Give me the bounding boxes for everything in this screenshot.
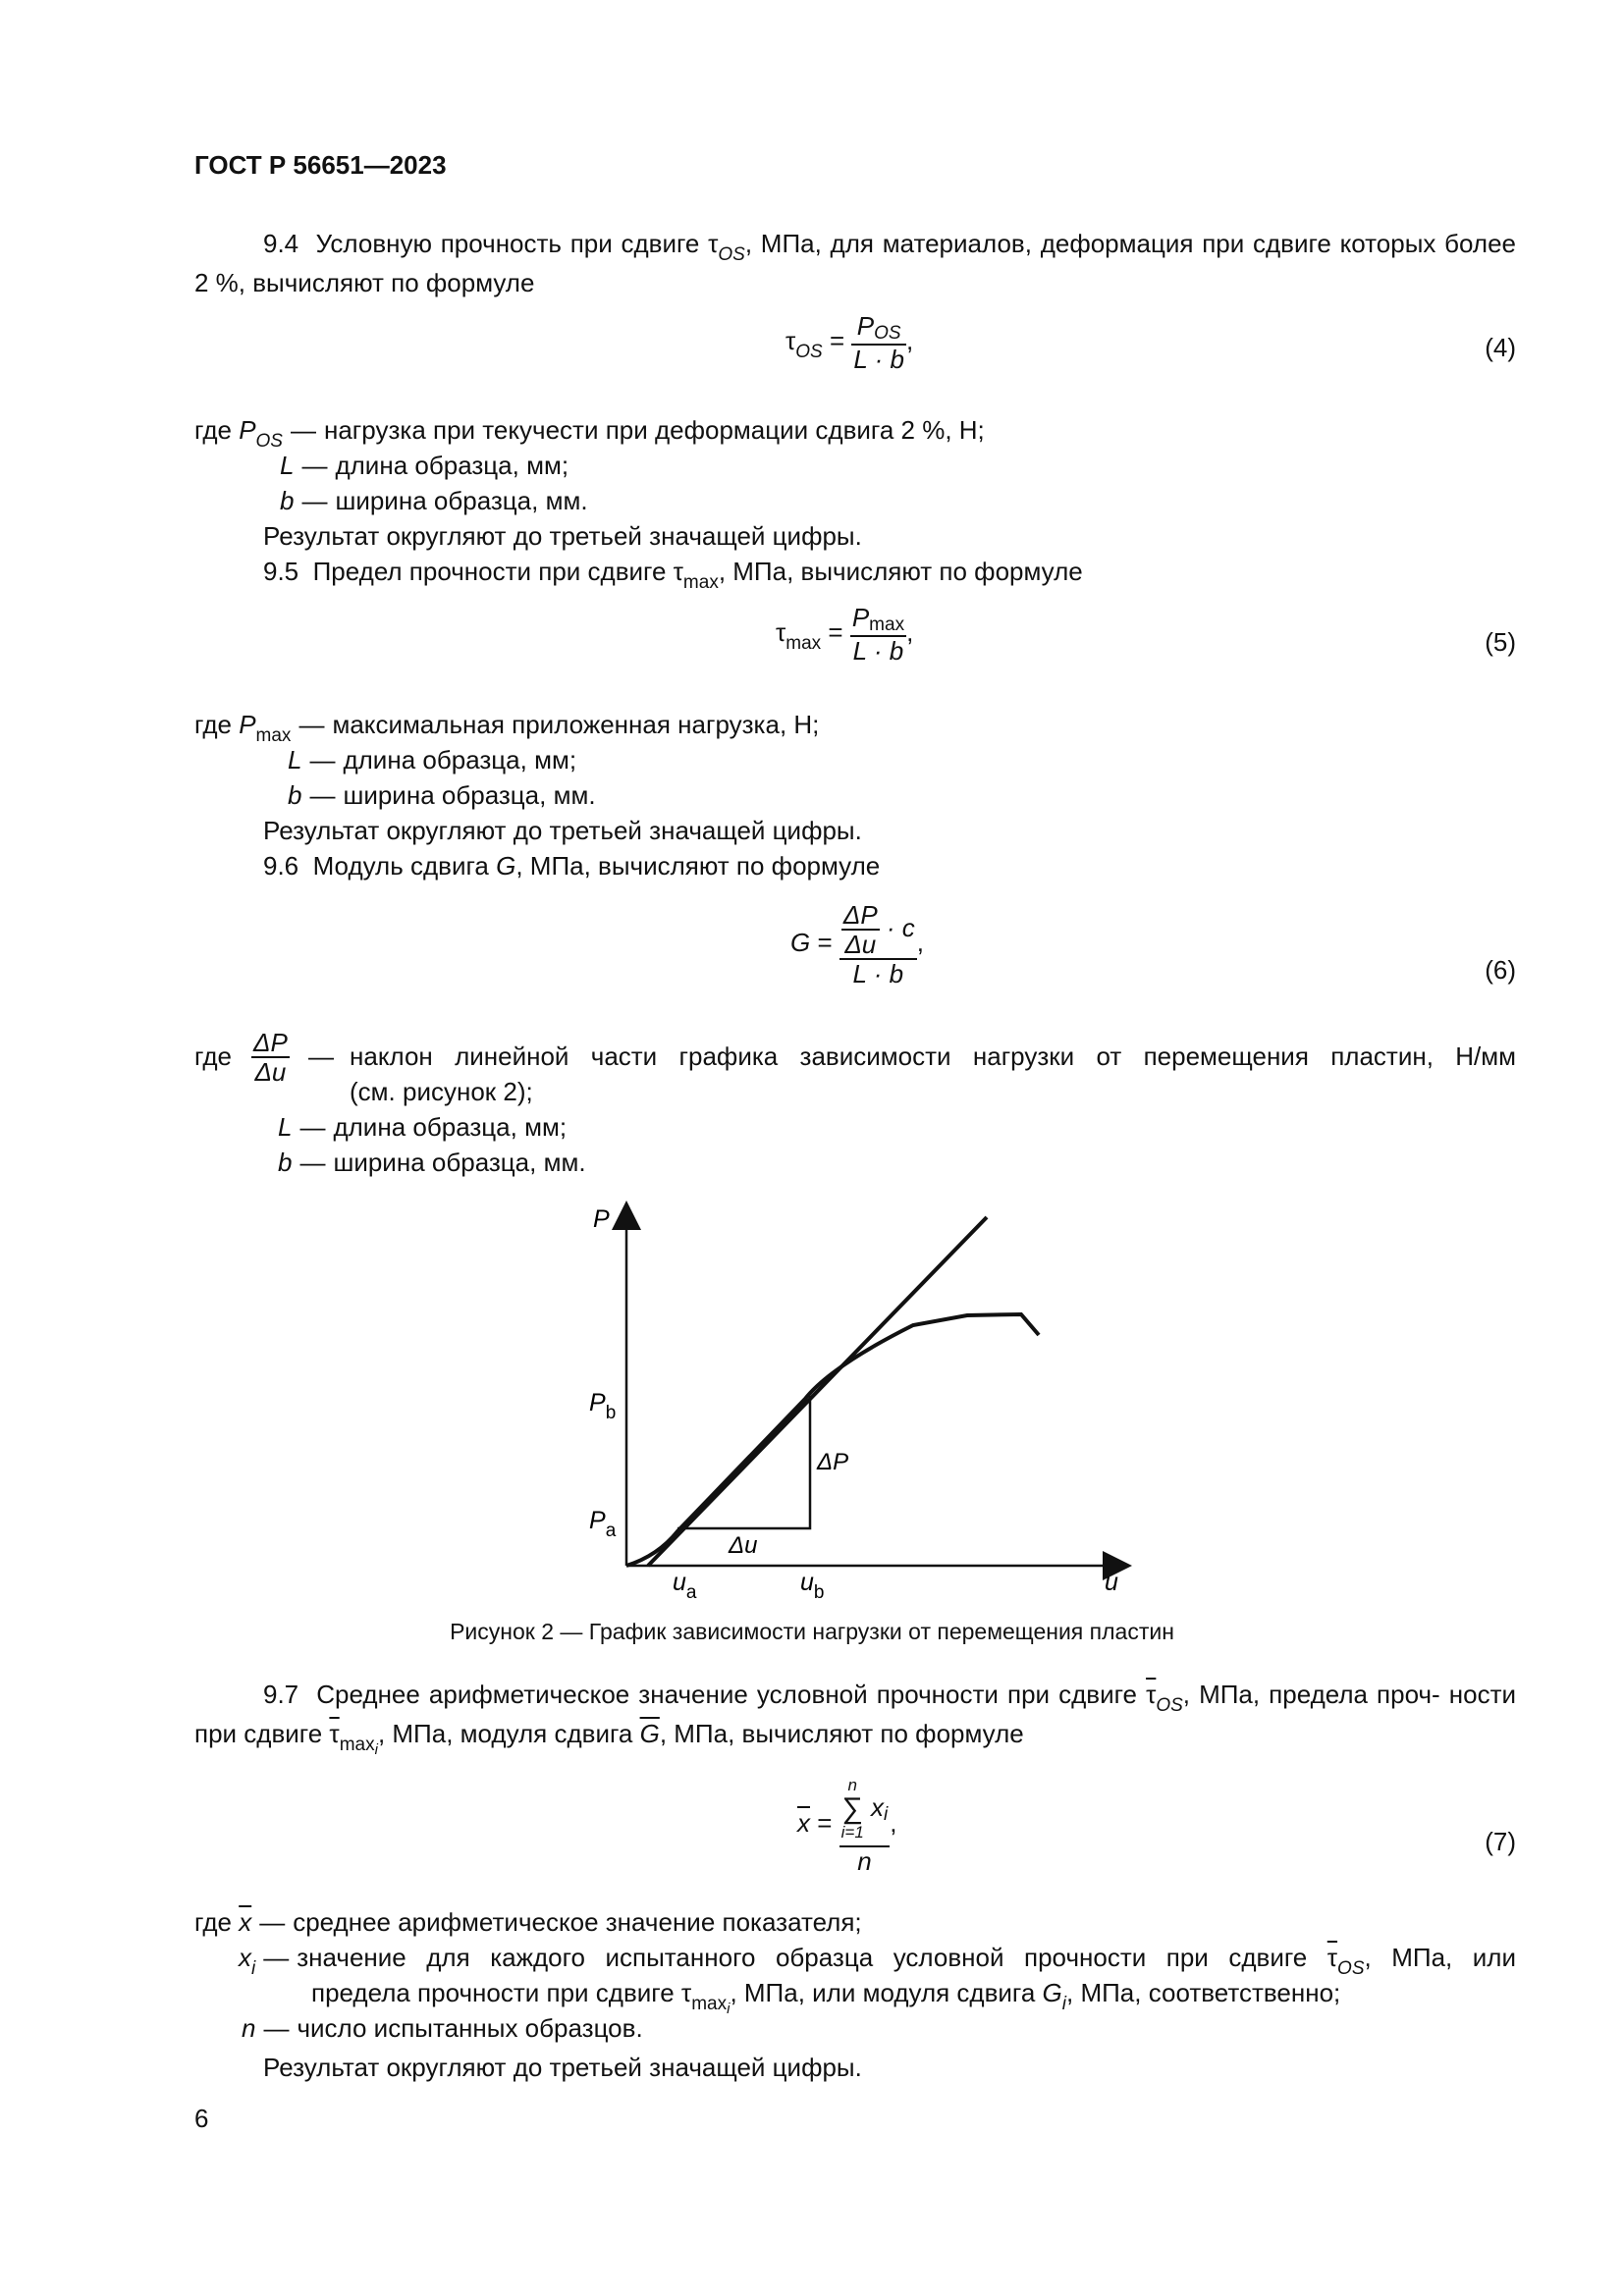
where-list-4: где $P_{OS}$ — нагрузка при текучести при деформации сдвига 2 %, Н; L — длина образца, мм; b — ширина образца, мм. xyxy=(194,415,985,515)
tangent-line xyxy=(648,1217,987,1566)
label-delta-u: Δu xyxy=(729,1532,758,1559)
label-ua: $u_a$ xyxy=(673,1569,697,1603)
paragraph-9-6: 9.6 Модуль сдвига G, МПа, вычисляют по формуле xyxy=(263,851,881,881)
document-header: ГОСТ Р 56651—2023 xyxy=(194,150,447,180)
rounding-note-3: Результат округляют до третьей значащей цифры. xyxy=(263,2053,862,2082)
formula-5-number: (5) xyxy=(1485,627,1516,657)
figure-2-caption: Рисунок 2 — График зависимости нагрузки от перемещения пластин xyxy=(450,1619,1174,1644)
formula-6-number: (6) xyxy=(1485,955,1516,985)
where-list-7: где $\overline{x}$ — среднее арифметическое значение показателя; $x_i$ — значение для каждого испытанного образца условной прочности при сдвиге $\overline{\tau}_{OS}$, МПа, или предела прочности при сдвиге $\tau_{maxi}$, МПа, или модуля сдвига $G_i$, МПа, соответственно; n — число испытанных образцов. xyxy=(194,1907,1517,2043)
paragraph-9-5: 9.5 Предел прочности при сдвиге $\tau_{max}$, МПа, вычисляют по формуле xyxy=(263,557,1083,593)
paragraph-9-4: 9.4 Условную прочность при сдвиге $\tau_{OS}$, МПа, для материалов, деформация при сдвиге которых более 2 %, вычисляют по формуле xyxy=(194,229,1516,297)
where-list-5: где $P_{max}$ — максимальная приложенная нагрузка, Н; L — длина образца, мм; b — ширина образца, мм. xyxy=(194,710,820,810)
formula-7: $\overline{x}$ = n ∑ i=1 xi n , xyxy=(797,1776,897,1876)
axis-label-u: u xyxy=(1105,1569,1118,1596)
formula-5: $\tau_{max}$ = $\frac{Pmax}{L \cdot b}$ , xyxy=(776,603,914,666)
axis-label-p: P xyxy=(593,1205,610,1233)
page-number: 6 xyxy=(194,2104,209,2133)
rounding-note-1: Результат округляют до третьей значащей цифры. xyxy=(263,521,862,551)
label-pb: $P_b$ xyxy=(589,1389,617,1423)
formula-4: $\tau_{OS}$ = $\frac{\text{POS}}{L \cdot b}$ , xyxy=(785,311,914,374)
rounding-note-2: Результат округляют до третьей значащей цифры. xyxy=(263,816,862,845)
formula-6: G = $\frac{\Delta P}{\Delta u}$ · c L · b , xyxy=(790,900,925,988)
formula-7-number: (7) xyxy=(1485,1827,1516,1856)
label-ub: $u_b$ xyxy=(800,1569,825,1603)
label-delta-p: ΔP xyxy=(817,1449,849,1475)
label-pa: $P_a$ xyxy=(589,1507,617,1541)
paragraph-9-7: 9.7 Среднее арифметическое значение условной прочности при сдвиге $\overline{\tau}_{OS}$, МПа, предела проч- ности при сдвиге $\overline{\tau}_{maxi}$, МПа, модуля сдвига $\overline{G}$, МПа, вычисляют по формуле xyxy=(194,1680,1516,1758)
formula-4-number: (4) xyxy=(1485,333,1516,362)
where-list-6: где $\frac{\Delta P}{\Delta u}$ — наклон линейной части графика зависимости нагрузки от перемещения пластин, Н/мм (см. рисунок 2); L — длина образца, мм; b — ширина образца, мм. xyxy=(194,1028,1516,1177)
